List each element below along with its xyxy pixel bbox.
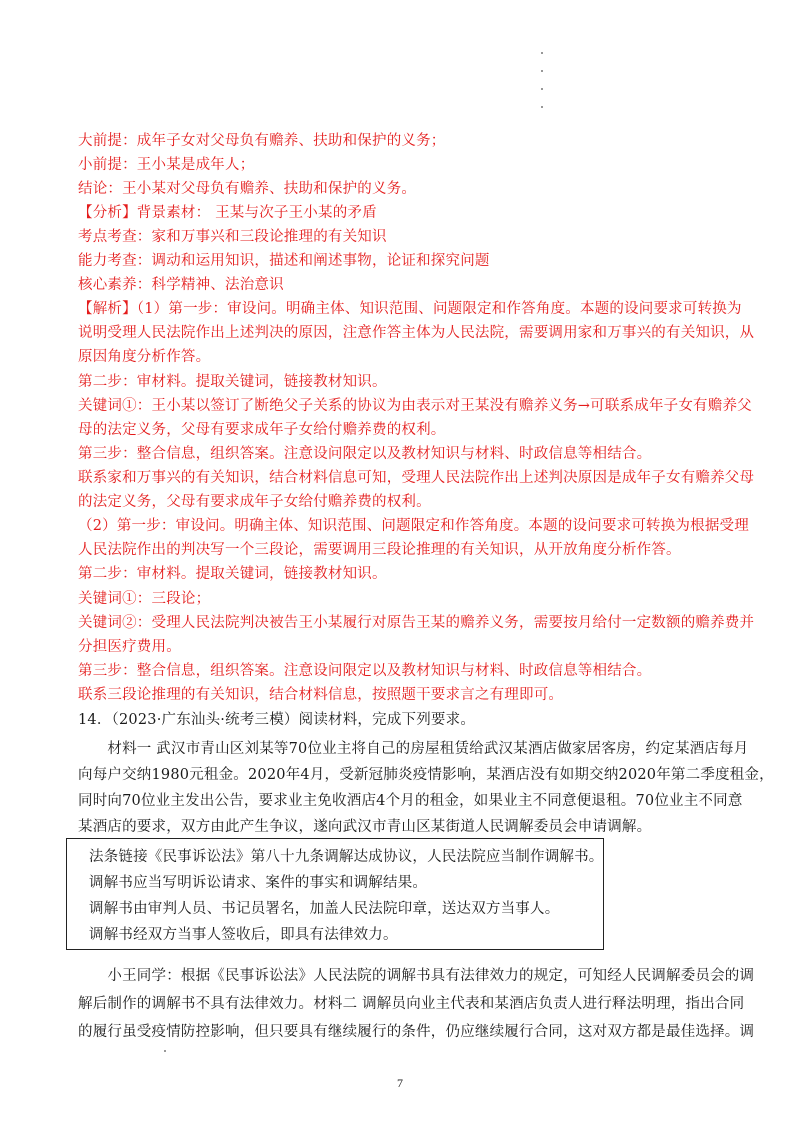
material-line: 向每户交纳1980元租金。2020年4月，受新冠肺炎疫情影响，某酒店没有如期交纳2020年第二季度租金， — [78, 767, 774, 783]
law-excerpt-box — [66, 838, 604, 950]
question-title: 14．（2023·广东汕头·统考三模）阅读材料，完成下列要求。 — [78, 712, 476, 728]
answer-line: 第三步：整合信息，组织答案。注意设问限定以及教材知识与材料、时政信息等相结合。 — [78, 446, 652, 462]
answer-line: 人民法院作出的判决写一个三段论，需要调用三段论推理的有关知识，从开放角度分析作答。 — [78, 542, 681, 558]
material-line: 材料一 武汉市青山区刘某等70位业主将自己的房屋租赁给武汉某酒店做家居客房，约定某酒店每月 — [78, 741, 749, 757]
answer-line: 第二步：审材料。提取关键词，链接教材知识。 — [78, 374, 387, 390]
answer-line: 的法定义务，父母有要求成年子女给付赡养费的权利。 — [78, 494, 431, 510]
analysis-heading: 【分析】背景素材： 王某与次子王小某的矛盾 — [78, 205, 377, 221]
answer-line: 联系三段论推理的有关知识，结合材料信息，按照题干要求言之有理即可。 — [78, 687, 564, 703]
answer-line: 分担医疗费用。 — [78, 639, 181, 655]
box-line: 调解书应当写明诉讼请求、案件的事实和调解结果。 — [89, 875, 428, 891]
answer-line: （2）第一步：审设问。明确主体、知识范围、问题限定和作答角度。本题的设问要求可转换为根据受理 — [78, 518, 749, 534]
answer-line: 核心素养：科学精神、法治意识 — [78, 277, 284, 293]
answer-line: 小前提：王小某是成年人； — [78, 157, 255, 173]
material-line: 解后制作的调解书不具有法律效力。材料二 调解员向业主代表和某酒店负责人进行释法明理，指出合同 — [78, 996, 745, 1012]
material-line: 同时向70位业主发出公告，要求业主免收酒店4个月的租金，如果业主不同意便退租。70位业主不同意 — [78, 793, 743, 809]
answer-line: 第二步：审材料。提取关键词，链接教材知识。 — [78, 566, 387, 582]
answer-line: 能力考查：调动和运用知识，描述和阐述事物，论证和探究问题 — [78, 253, 490, 269]
box-line: 调解书由审判人员、书记员署名，加盖人民法院印章，送达双方当事人。 — [89, 901, 560, 917]
box-line: 调解书经双方当事人签收后，即具有法律效力。 — [89, 927, 398, 943]
answer-line: 结论：王小某对父母负有赡养、扶助和保护的义务。 — [78, 181, 417, 197]
answer-line: 母的法定义务，父母有要求成年子女给付赡养费的权利。 — [78, 422, 446, 438]
answer-line: 关键词①：三段论； — [78, 591, 211, 607]
answer-line: 第三步：整合信息，组织答案。注意设问限定以及教材知识与材料、时政信息等相结合。 — [78, 663, 652, 679]
answer-line: 原因角度分析作答。 — [78, 349, 211, 365]
answer-line: 考点考查：家和万事兴和三段论推理的有关知识 — [78, 229, 387, 245]
explanation-heading: 【解析】（1）第一步：审设问。明确主体、知识范围、问题限定和作答角度。本题的设问要求可转换为 — [78, 301, 742, 317]
decorative-dot — [164, 1050, 166, 1052]
material-line: 的履行虽受疫情防控影响，但只要具有继续履行的条件，仍应继续履行合同，这对双方都是最佳选择。调 — [78, 1024, 755, 1040]
material-line: 小王同学：根据《民事诉讼法》人民法院的调解书具有法律效力的规定，可知经人民调解委员会的调 — [78, 968, 755, 984]
page-number: 7 — [397, 1076, 403, 1090]
box-line: 法条链接《民事诉讼法》第八十九条调解达成协议，人民法院应当制作调解书。 — [89, 849, 604, 865]
answer-line: 说明受理人民法院作出上述判决的原因，注意作答主体为人民法院，需要调用家和万事兴的有关知识，从 — [78, 325, 755, 341]
answer-line: 大前提：成年子女对父母负有赡养、扶助和保护的义务； — [78, 133, 446, 149]
answer-line: 关键词①：王小某以签订了断绝父子关系的协议为由表示对王某没有赡养义务→可联系成年子女有赡养父 — [78, 398, 752, 414]
decorative-dots — [541, 52, 547, 124]
material-line: 某酒店的要求，双方由此产生争议，遂向武汉市青山区某街道人民调解委员会申请调解。 — [78, 819, 652, 835]
answer-line: 联系家和万事兴的有关知识，结合材料信息可知，受理人民法院作出上述判决原因是成年子女有赡养父母 — [78, 470, 755, 486]
answer-line: 关键词②：受理人民法院判决被告王小某履行对原告王某的赡养义务，需要按月给付一定数额的赡养费并 — [78, 615, 755, 631]
